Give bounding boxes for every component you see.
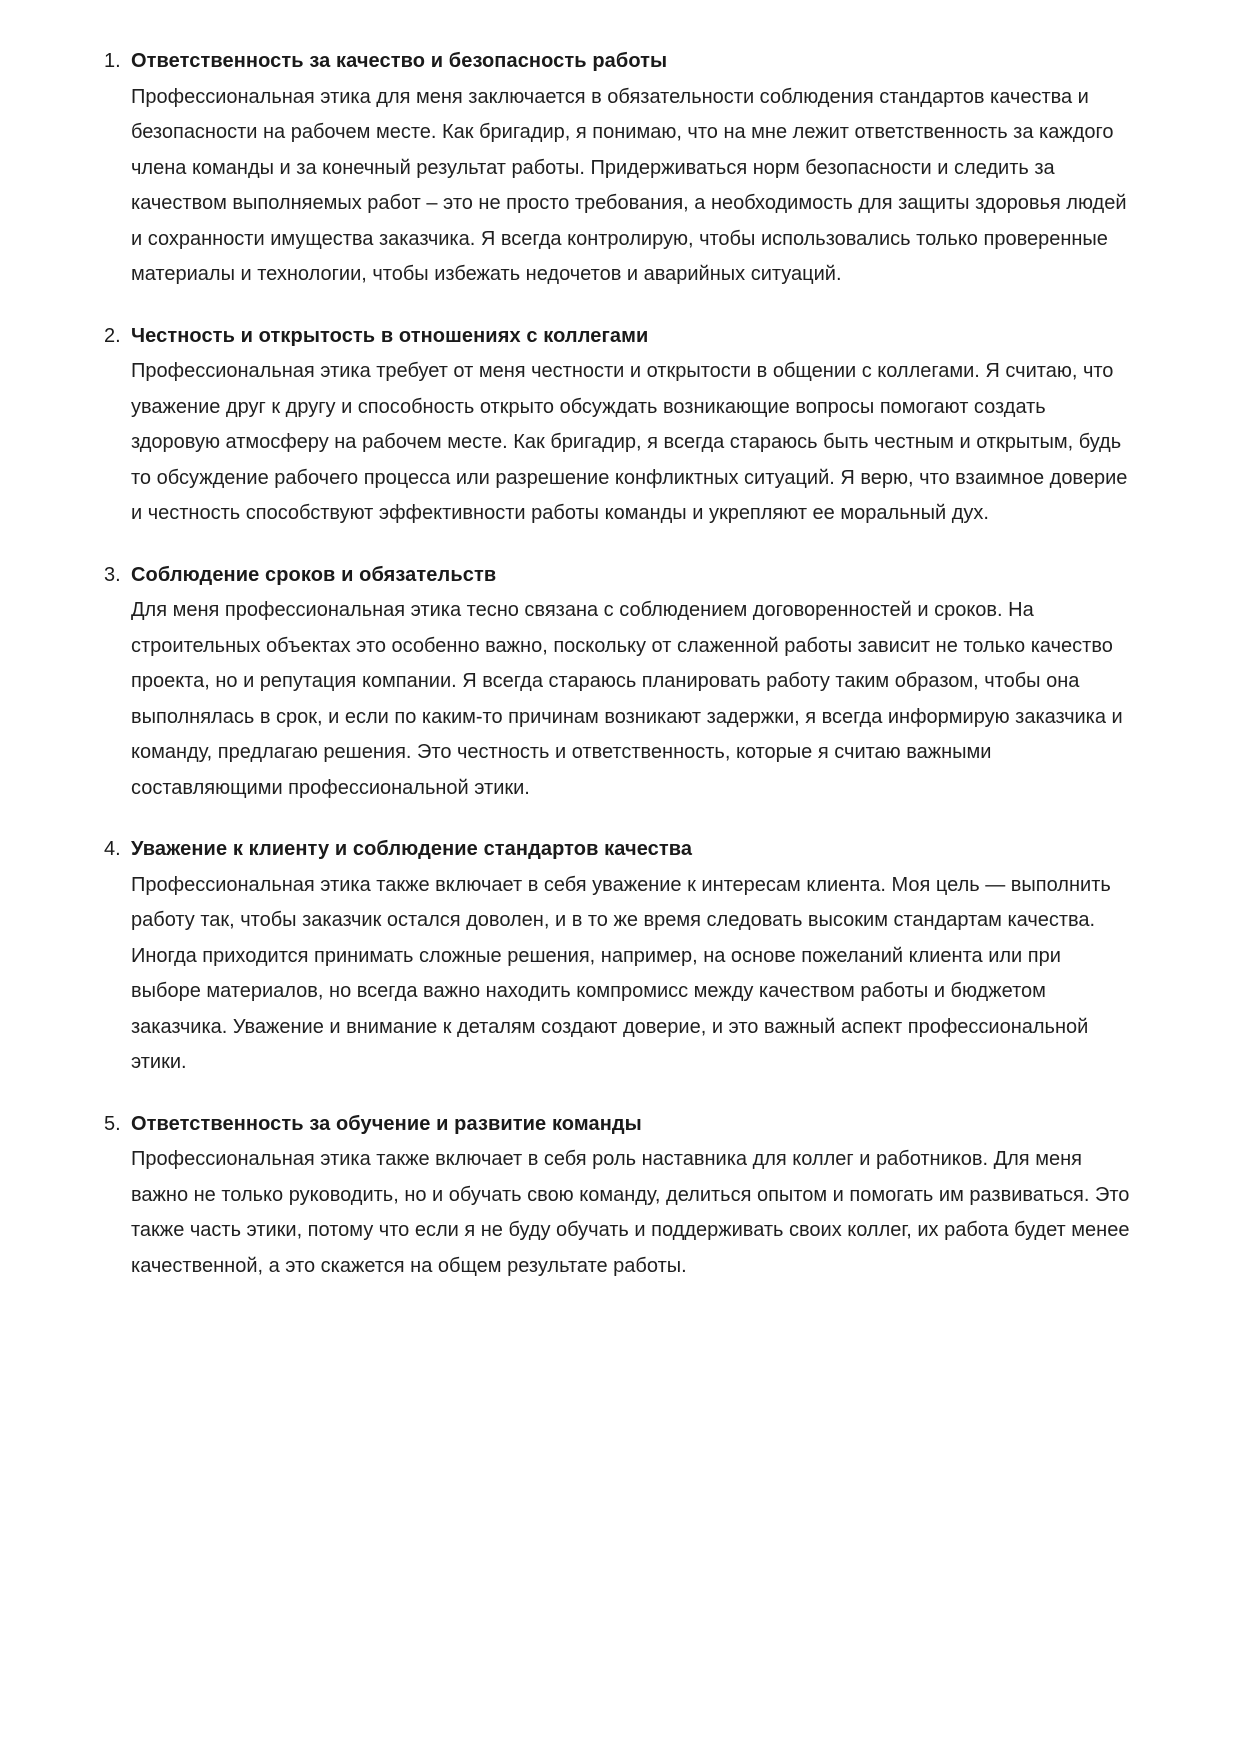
- item-number: 4.: [104, 838, 121, 860]
- item-title: Соблюдение сроков и обязательств: [131, 563, 497, 586]
- item-body: [131, 80, 1135, 293]
- item-title: Честность и открытость в отношениях с коллегами: [131, 324, 649, 347]
- list-item: [104, 558, 1135, 807]
- item-number: 1.: [104, 50, 121, 72]
- item-number: 3.: [104, 563, 121, 586]
- item-body: [131, 868, 1135, 1081]
- item-number: 5.: [104, 1112, 121, 1135]
- item-title: Ответственность за качество и безопасность работы: [131, 50, 668, 72]
- item-body-clipped-text: а это скажется на общем результате работы.: [268, 1254, 687, 1277]
- item-body-text: Для меня профессиональная этика тесно связана с соблюдением договоренностей и сроков. На строительных объектах это особенно важно, поскольку от слаженной работы зависит не только качество проекта, но и репутация компании. Я всегда стараюсь планировать работу таким образом, чтобы она выполнялась в срок, и если по каким-то причинам возникают задержки, я всегда информирую заказчика и команду, предлагаю решения. Это честность и ответственность, которые я считаю важными составляющими профессиональной этики.: [131, 599, 1123, 799]
- item-number: 2.: [104, 324, 121, 347]
- list-item: [104, 832, 1135, 1081]
- list-item: [104, 44, 1135, 293]
- item-body: [131, 354, 1135, 532]
- item-body-text: Профессиональная этика для меня заключается в обязательности соблюдения стандартов качества и безопасности на рабочем месте. Как бригадир, я понимаю, что на мне лежит ответственность за каждого члена команды и за конечный результат работы. Придерживаться норм безопасности и следить за качеством выполняемых работ – это не просто требования, а необходимость для защиты здоровья людей и сохранности имущества заказчика. Я всегда контролирую, чтобы использовались только проверенные материалы и технологии, чтобы избежать недочетов и аварийных ситуаций.: [131, 85, 1127, 285]
- item-body-text: Профессиональная этика также включает в себя роль наставника для коллег и работников. Для меня важно не только руководить, но и обучать свою команду, делиться опытом и помогать им развиваться. Это также часть этики, потому что если я не буду обучать и поддерживать своих коллег, их работа будет менее качественной,: [131, 1148, 1130, 1277]
- item-body-text: Профессиональная этика также включает в себя уважение к интересам клиента. Моя цель — выполнить работу так, чтобы заказчик остался доволен, и в то же время следовать высоким стандартам качества. Иногда приходится принимать сложные решения, например, на основе пожеланий клиента или при выборе материалов, но всегда важно находить компромисс между качеством работы и бюджетом заказчика. Уважение и внимание к деталям создают доверие, и это важный аспект профессиональной этики.: [131, 873, 1111, 1073]
- item-title: Уважение к клиенту и соблюдение стандартов качества: [131, 838, 693, 860]
- list-item: [104, 1107, 1135, 1285]
- item-title: Ответственность за обучение и развитие команды: [131, 1112, 642, 1135]
- item-body: [131, 1142, 1135, 1284]
- list-item: [104, 319, 1135, 532]
- numbered-list: [104, 44, 1135, 1284]
- item-body-text: Профессиональная этика требует от меня честности и открытости в общении с коллегами. Я считаю, что уважение друг к другу и способность открыто обсуждать возникающие вопросы помогают создать здоровую атмосферу на рабочем месте. Как бригадир, я всегда стараюсь быть честным и открытым, будь то обсуждение рабочего процесса или разрешение конфликтных ситуаций. Я верю, что взаимное доверие и честность способствуют эффективности работы команды и укрепляют ее моральный дух.: [131, 360, 1128, 524]
- item-body: [131, 593, 1135, 806]
